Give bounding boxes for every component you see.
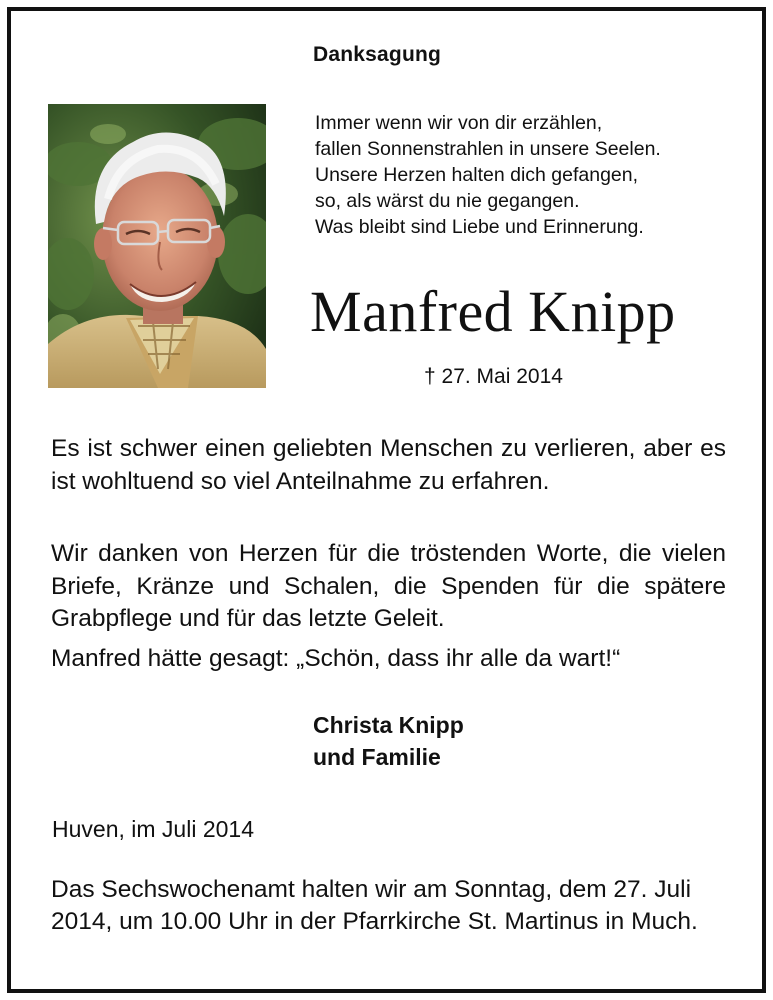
poem — [315, 110, 661, 240]
death-date: † 27. Mai 2014 — [424, 365, 563, 388]
poem-line: so, als wärst du nie gegangen. — [315, 190, 580, 212]
place-date: Huven, im Juli 2014 — [52, 816, 254, 842]
poem-line: Was bleibt sind Liebe und Erinnerung. — [315, 216, 644, 238]
thanks-paragraph-1: Es ist schwer einen geliebten Menschen zu verlieren, aber es ist wohltuend so viel Anteilnahme zu erfahren. — [51, 435, 726, 495]
quote-paragraph: Manfred hätte gesagt: „Schön, dass ihr alle da wart!“ — [51, 645, 621, 672]
poem-line: Immer wenn wir von dir erzählen, — [315, 112, 603, 134]
signature — [313, 709, 464, 773]
poem-line: Unsere Herzen halten dich gefangen, — [315, 164, 639, 186]
thanks-paragraph-2: Wir danken von Herzen für die tröstenden Worte, die vielen Briefe, Kränze und Schalen, die Spenden für die spätere Grabpflege und für das letzte Geleit. — [51, 540, 726, 632]
portrait-photo — [48, 104, 266, 388]
signature-line-2: und Familie — [313, 744, 441, 770]
page-title: Danksagung — [313, 43, 442, 66]
signature-line-1: Christa Knipp — [313, 712, 464, 738]
service-notice: Das Sechswochenamt halten wir am Sonntag, dem 27. Juli 2014, um 10.00 Uhr in der Pfarrkirche St. Martinus in Much. — [51, 876, 698, 935]
poem-line: fallen Sonnenstrahlen in unsere Seelen. — [315, 138, 661, 160]
portrait-illustration — [48, 104, 266, 388]
deceased-name: Manfred Knipp — [310, 279, 676, 344]
